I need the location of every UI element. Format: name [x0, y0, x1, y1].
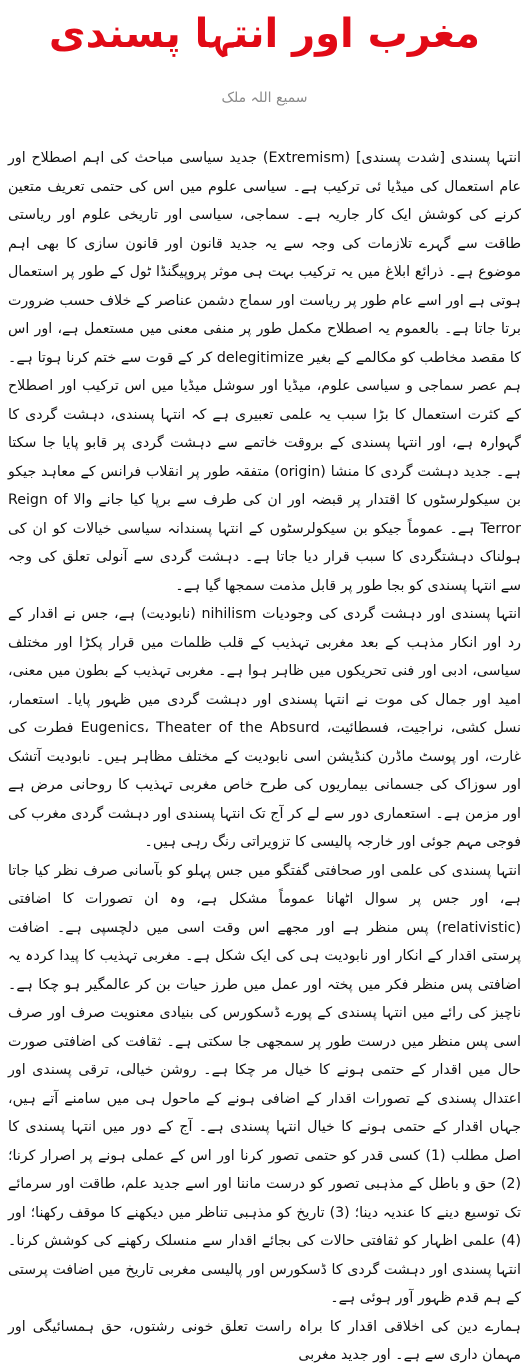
paragraph: انتہا پسندی [شدت پسندی] (Extremism) جدید سیاسی مباحث کی اہم اصطلاح اور عام استعمال کی میڈیا ئی ترکیب ہے۔ سیاسی علوم میں اس کی حتمی تعریف متعین کرنے کی کوشش ایک کار جاریہ ہے۔ سماجی، سیاسی اور تاریخی علوم اور ریاستی طاقت سے گہرے تلازمات کی وجہ سے یہ جدید قانون اور قانون سازی کا بھی اہم موضوع ہے۔ ذرائع ابلاغ میں یہ ترکیب بہت ہی موثر پروپیگنڈا ٹول کے طور پر استعمال ہوتی ہے اور اسے عام طور پر ریاست اور سماج دشمن عناصر کے خلاف حسب ضرورت برتا جاتا ہے۔ بالعموم یہ اصطلاح مکمل طور پر منفی معنی میں مستعمل ہے، اور اس کا مقصد مخاطب کو مکالمے کے بغیر delegitimize کر کے قوت سے ختم کرنا ہوتا ہے۔ ہم عصر سماجی و سیاسی علوم، میڈیا اور سوشل میڈیا میں اس ترکیب اور اصطلاح کے کثرت استعمال کا بڑا سبب یہ علمی تعبیری ہے کہ انتہا پسندی، دہشت گردی کا گہوارہ ہے، اور انتہا پسندی کے بروقت خاتمے سے دہشت گردی پر قابو پایا جا سکتا ہے۔ جدید دہشت گردی کا منشا (origin) متفقہ طور پر انقلاب فرانس کے معاہد جیکو بن سیکولرسٹوں کا اقتدار پر قبضہ اور ان کی طرف سے برپا کیا جانے والا Reign of Terror ہے۔ عموماً جیکو بن سیکولرسٹوں کے انتہا پسندانہ سیاسی خیالات کو ان کی ہولناک دہشتگردی کا سبب قرار دیا جاتا ہے۔ دہشت گردی سے آنولی تعلق کی وجہ سے انتہا پسندی کو بجا طور پر قابل مذمت سمجھا گیا ہے۔: [8, 150, 521, 594]
paragraph: انتہا پسندی کی علمی اور صحافتی گفتگو میں جس پہلو کو بآسانی صرف نظر کیا جاتا ہے، اور جس پر سوال اٹھانا عموماً مشکل ہے، وہ ان تصورات کا اضافتی (relativistic) پس منظر ہے اور مجھے اس وقت اسی میں دلچسپی ہے۔ اضافت پرستی اقدار کے انکار اور نابودیت ہی کی ایک شکل ہے۔ مغربی تہذیب کا پیدا کردہ یہ اضافتی پس منظر فکر میں پختہ اور عمل میں طرز حیات بن کر عالمگیر ہو چکا ہے۔ ناچیز کی رائے میں انتہا پسندی کے پورے ڈسکورس کی بنیادی معنویت صرف اور صرف اسی پس منظر میں درست طور پر سمجھی جا سکتی ہے۔ ثقافت کی اضافتی صورت حال میں اقدار کے حتمی ہونے کا خیال مر چکا ہے۔ روشن خیالی، ترقی پسندی اور اعتدال پسندی کے تصورات اقدار کے اضافی ہونے کے ماحول ہی میں سامنے آتے ہیں، جہاں اقدار کے حتمی ہونے کا خیال انتہا پسندی ہے۔ آج کے دور میں انتہا پسندی کا اصل مطلب (1) کسی قدر کو حتمی تصور کرنا اور اس کے عملی ہونے پر اصرار کرنا؛ (2) حق و باطل کے مذہبی تصور کو درست ماننا اور اسے جدید علم، طاقت اور سرمائے تک توسیع دینے کا عندیہ دینا؛ (3) تاریخ کو مذہبی تناظر میں دیکھنے کا موقف رکھنا؛ اور (4) علمی اظہار کو ثقافتی حالات کی بجائے اقدار سے منسلک رکھنے کی کوشش کرنا۔ انتہا پسندی اور دہشت گردی کا ڈسکورس اور پالیسی مغربی تاریخ میں اضافت پرستی کے ہم قدم ظہور آور ہوئی ہے۔: [8, 862, 521, 1306]
article-title: مغرب اور انتہا پسندی: [48, 11, 481, 57]
paragraph: ہمارے دین کی اخلاقی اقدار کا براہ راست تعلق خونی رشتوں، حق ہمسائیگی اور مہمان داری سے ہے۔ اور جدید مغربی: [8, 1318, 521, 1363]
article-body: [8, 144, 521, 1370]
paragraph: انتہا پسندی اور دہشت گردی کی وجودیات nihilism (نابودیت) ہے، جس نے اقدار کے رد اور انکار مذہب کے بعد مغربی تہذیب کے قلب ظلمات میں قرار پکڑا اور مختلف سیاسی، ادبی اور فنی تحریکوں میں ظاہر ہوا ہے۔ مغربی تہذیب کے بطون میں معنی، امید اور جمال کی موت نے انتہا پسندی اور دہشت گردی میں ظہور پایا۔ استعمار، نسل کشی، نراجیت، فسطائیت، Eugenics، Theater of the Absurd فطرت کی غارت، اور پوسٹ ماڈرن کنڈیشن اسی نابودیت کے مختلف مظاہر ہیں۔ نابودیت آتشک اور سوزاک کی جسمانی بیماریوں کی طرح خاص مغربی تہذیب کا روحانی مرض ہے اور مزمن ہے۔ استعماری دور سے لے کر آج تک انتہا پسندی اور دہشت گردی مغرب کی فوجی مہم جوئی اور خارجہ پالیسی کا تزویراتی رنگ رہی ہیں۔: [8, 606, 521, 850]
author-name: سمیع اللہ ملک: [221, 90, 308, 106]
